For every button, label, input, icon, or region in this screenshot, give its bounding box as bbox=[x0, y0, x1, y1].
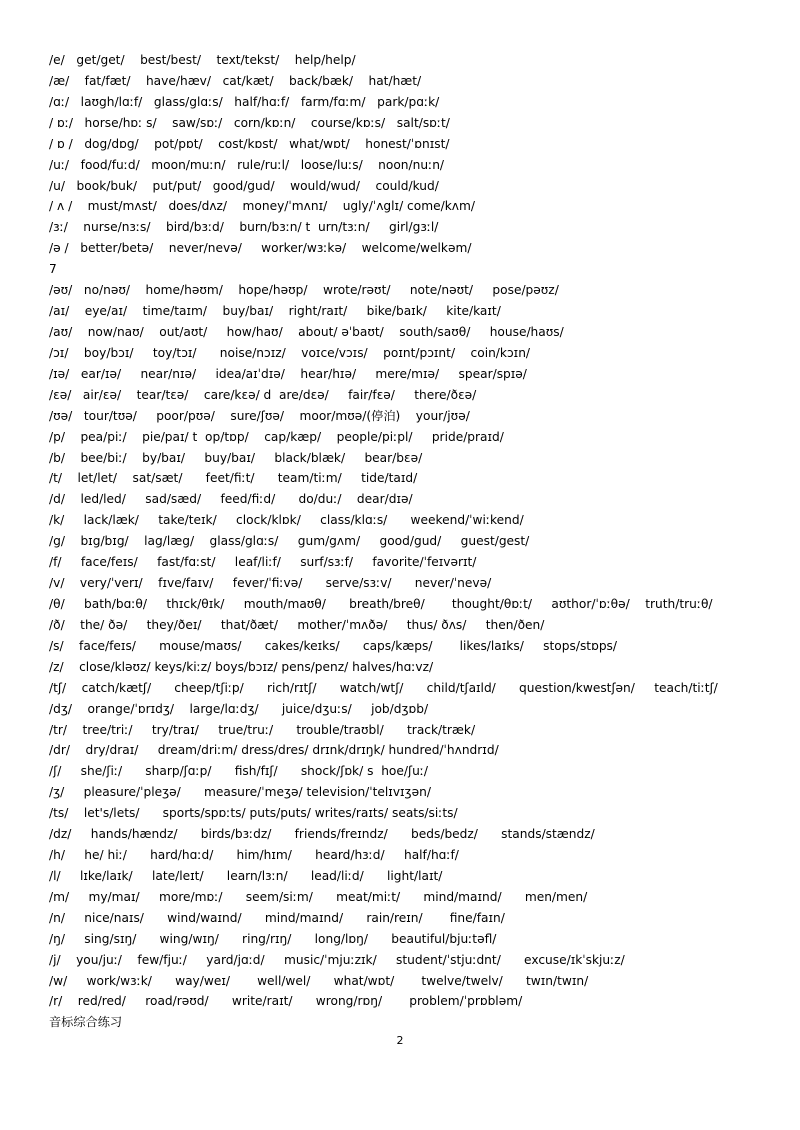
text-line: /m/ my/maɪ/ more/mɒː/ seem/siːm/ meat/miːt/ mind/maɪnd/ men/men/ bbox=[49, 889, 588, 904]
text-line: /w/ work/wɜːk/ way/weɪ/ well/wel/ what/wɒt/ twelve/twelv/ twɪn/twɪn/ bbox=[49, 973, 589, 988]
text-line: /aʊ/ now/naʊ/ out/aʊt/ how/haʊ/ about/ əˈbaʊt/ south/saʊθ/ house/haʊs/ bbox=[49, 324, 564, 339]
text-line: /ŋ/ sing/sɪŋ/ wing/wɪŋ/ ring/rɪŋ/ long/lɒŋ/ beautiful/bjuːtəfl/ bbox=[49, 931, 497, 946]
text-line: /ʃ/ she/ʃiː/ sharp/ʃɑːp/ fish/fɪʃ/ shock/ʃɒk/ s hoe/ʃuː/ bbox=[49, 764, 429, 779]
text-line: /ə / better/betə/ never/nevə/ worker/wɜːkə/ welcome/welkəm/ bbox=[49, 241, 472, 256]
section-heading: 音标综合练习 bbox=[49, 1015, 123, 1030]
text-line: /tr/ tree/triː/ try/traɪ/ true/truː/ trouble/traʊbl/ track/træk/ bbox=[49, 722, 476, 737]
text-line: /ɜː/ nurse/nɜːs/ bird/bɜːd/ burn/bɜːn/ t urn/tɜːn/ girl/gɜːl/ bbox=[49, 220, 439, 235]
text-line: /d/ led/led/ sad/sæd/ feed/fiːd/ do/duː/ dear/dɪə/ bbox=[49, 492, 413, 507]
text-line: / ʌ / must/mʌst/ does/dʌz/ money/ˈmʌnɪ/ ugly/ˈʌglɪ/ come/kʌm/ bbox=[49, 199, 475, 214]
text-line: /dr/ dry/draɪ/ dream/driːm/ dress/dres/ drɪnk/drɪŋk/ hundred/ˈhʌndrɪd/ bbox=[49, 743, 499, 758]
text-line: /p/ pea/piː/ pie/paɪ/ t op/tɒp/ cap/kæp/ people/piːpl/ pride/praɪd/ bbox=[49, 429, 504, 444]
text-line: /j/ you/juː/ few/fjuː/ yard/jɑːd/ music/ˈmjuːzɪk/ student/ˈstjuːdnt/ excuse/ɪkˈskjuːz/ bbox=[49, 952, 625, 967]
text-line: /tʃ/ catch/kætʃ/ cheep/tʃiːp/ rich/rɪtʃ/ watch/wtʃ/ child/tʃaɪld/ question/kwestʃən/ teach/tiːtʃ/ bbox=[49, 680, 718, 695]
text-line: /əʊ/ no/nəʊ/ home/həʊm/ hope/həʊp/ wrote/rəʊt/ note/nəʊt/ pose/pəʊz/ bbox=[49, 283, 559, 298]
text-line: /s/ face/feɪs/ mouse/maʊs/ cakes/keɪks/ caps/kæps/ likes/laɪks/ stops/stɒps/ bbox=[49, 638, 618, 653]
text-line: /e/ get/get/ best/best/ text/tekst/ help/help/ bbox=[49, 53, 356, 67]
text-line: /f/ face/feɪs/ fast/fɑːst/ leaf/liːf/ surf/sɜːf/ favorite/ˈfeɪvərɪt/ bbox=[49, 555, 477, 570]
text-line: /u/ book/buk/ put/put/ good/gud/ would/wud/ could/kud/ bbox=[49, 178, 439, 193]
text-line: /uː/ food/fuːd/ moon/muːn/ rule/ruːl/ loose/luːs/ noon/nuːn/ bbox=[49, 157, 445, 172]
text-line: /ɪə/ ear/ɪə/ near/nɪə/ idea/aɪˈdɪə/ hear/hɪə/ mere/mɪə/ spear/spɪə/ bbox=[49, 366, 527, 381]
text-line: /b/ bee/biː/ by/baɪ/ buy/baɪ/ black/blæk/ bear/bɛə/ bbox=[49, 450, 423, 465]
text-line: /r/ red/red/ road/rəʊd/ write/raɪt/ wrong/rɒŋ/ problem/ˈprɒbləm/ bbox=[49, 994, 523, 1009]
text-line: /ts/ let's/lets/ sports/spɒːts/ puts/puts/ writes/raɪts/ seats/siːts/ bbox=[49, 806, 458, 821]
text-line: / ɒ / dog/dɒg/ pot/pɒt/ cost/kɒst/ what/wɒt/ honest/ˈɒnɪst/ bbox=[49, 136, 450, 151]
text-line: /aɪ/ eye/aɪ/ time/taɪm/ buy/baɪ/ right/raɪt/ bike/baɪk/ kite/kaɪt/ bbox=[49, 304, 501, 319]
text-line: / ɒː/ horse/hɒː s/ saw/sɒː/ corn/kɒːn/ course/kɒːs/ salt/sɒːt/ bbox=[49, 115, 450, 130]
text-line: /v/ very/ˈverɪ/ fɪve/faɪv/ fever/ˈfiːvə/ serve/sɜːv/ never/ˈnevə/ bbox=[49, 576, 492, 591]
text-line: /l/ lɪke/laɪk/ late/leɪt/ learn/lɜːn/ lead/liːd/ light/laɪt/ bbox=[49, 868, 443, 883]
page-number: 2 bbox=[396, 1034, 404, 1047]
text-line: /ʒ/ pleasure/ˈpleʒə/ measure/ˈmeʒə/ television/ˈtelɪvɪʒən/ bbox=[49, 785, 431, 800]
text-line: /ɑː/ laʊgh/lɑːf/ glass/glɑːs/ half/hɑːf/ farm/fɑːm/ park/pɑːk/ bbox=[49, 94, 440, 109]
text-line: /dʒ/ orange/ˈɒrɪdʒ/ large/lɑːdʒ/ juice/dʒuːs/ job/dʒɒb/ bbox=[49, 701, 429, 716]
text-line: /ð/ the/ ðə/ they/ðeɪ/ that/ðæt/ mother/ˈmʌðə/ thus/ ðʌs/ then/ðen/ bbox=[49, 617, 545, 632]
text-line: /h/ he/ hiː/ hard/hɑːd/ him/hɪm/ heard/hɜːd/ half/hɑːf/ bbox=[49, 848, 459, 863]
text-line: /θ/ bath/bɑːθ/ thɪck/θɪk/ mouth/maʊθ/ breath/breθ/ thought/θɒːt/ aʊthor/ˈɒːθə/ truth/truːθ/ bbox=[49, 596, 713, 611]
text-line: /g/ bɪg/bɪg/ lag/læg/ glass/glɑːs/ gum/gʌm/ good/gud/ guest/gest/ bbox=[49, 534, 530, 549]
text-line: /t/ let/let/ sat/sæt/ feet/fiːt/ team/tiːm/ tide/taɪd/ bbox=[49, 471, 418, 486]
text-line: /ʊə/ tour/tʊə/ poor/pʊə/ sure/ʃʊə/ moor/mʊə/(停泊) your/jʊə/ bbox=[49, 408, 470, 423]
phonetic-list bbox=[49, 50, 789, 1033]
text-line: /z/ close/kləʊz/ keys/kiːz/ boys/bɔɪz/ pens/penz/ halves/hɑːvz/ bbox=[49, 659, 434, 674]
text-line: 7 bbox=[49, 262, 57, 277]
text-line: /æ/ fat/fæt/ have/hæv/ cat/kæt/ back/bæk/ hat/hæt/ bbox=[49, 73, 422, 88]
text-line: /ɔɪ/ boy/bɔɪ/ toy/tɔɪ/ noise/nɔɪz/ voɪce/vɔɪs/ poɪnt/pɔɪnt/ coin/kɔɪn/ bbox=[49, 345, 531, 360]
text-line: /n/ nice/naɪs/ wind/waɪnd/ mind/maɪnd/ rain/reɪn/ fine/faɪn/ bbox=[49, 910, 505, 925]
text-line: /dz/ hands/hændz/ birds/bɜːdz/ friends/freɪndz/ beds/bedz/ stands/stændz/ bbox=[49, 827, 595, 842]
text-line: /k/ lack/læk/ take/teɪk/ clock/klɒk/ class/klɑːs/ weekend/ˈwiːkend/ bbox=[49, 513, 524, 528]
text-line: /ɛə/ air/ɛə/ tear/tɛə/ care/kɛə/ d are/dɛə/ fair/fɛə/ there/ðɛə/ bbox=[49, 387, 477, 402]
